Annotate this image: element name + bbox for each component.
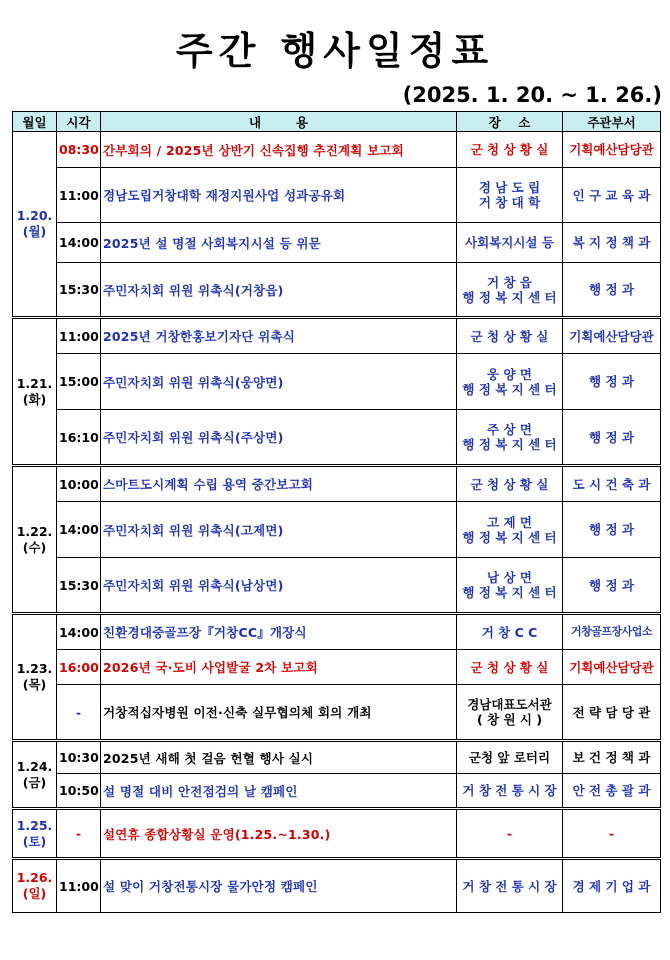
- dept-cell: 기획예산담당관: [563, 132, 661, 168]
- header-dept: 주관부서: [563, 112, 661, 132]
- table-row: [13, 774, 661, 809]
- content-cell: 간부회의 / 2025년 상반기 신속집행 추진계획 보고회: [101, 132, 457, 168]
- table-row: [13, 354, 661, 410]
- place-cell: 군청 앞 로터리: [457, 741, 563, 774]
- content-cell: 2025년 설 명절 사회복지시설 등 위문: [101, 223, 457, 263]
- table-row: [13, 466, 661, 502]
- place-cell: 고 제 면 행 정 복 지 센 터: [457, 502, 563, 558]
- content-cell: 설연휴 종합상황실 운영(1.25.~1.30.): [101, 809, 457, 859]
- place-cell: 경 남 도 립 거 창 대 학: [457, 168, 563, 223]
- place-cell: 군 청 상 황 실: [457, 132, 563, 168]
- table-row: [13, 614, 661, 650]
- date-cell: 1.22. (수): [13, 466, 57, 614]
- time-cell: 10:30: [57, 741, 101, 774]
- period-label: (2025. 1. 20. ~ 1. 26.): [402, 83, 662, 107]
- place-cell: -: [457, 809, 563, 859]
- dept-cell: 기획예산담당관: [563, 318, 661, 354]
- time-cell: 14:00: [57, 502, 101, 558]
- place-cell: 군 청 상 황 실: [457, 318, 563, 354]
- time-cell: 14:00: [57, 223, 101, 263]
- content-cell: 스마트도시계획 수립 용역 중간보고회: [101, 466, 457, 502]
- header-content: 내 용: [101, 112, 457, 132]
- place-cell: 주 상 면 행 정 복 지 센 터: [457, 410, 563, 466]
- dept-cell: -: [563, 809, 661, 859]
- date-cell: 1.25. (토): [13, 809, 57, 859]
- content-cell: 2025년 거창한홍보기자단 위촉식: [101, 318, 457, 354]
- dept-cell: 경 제 기 업 과: [563, 859, 661, 913]
- time-cell: 10:50: [57, 774, 101, 809]
- header-place: 장 소: [457, 112, 563, 132]
- table-row: [13, 809, 661, 859]
- table-row: [13, 502, 661, 558]
- table-row: [13, 223, 661, 263]
- table-row: [13, 741, 661, 774]
- place-cell: 사회복지시설 등: [457, 223, 563, 263]
- content-cell: 주민자치회 위원 위촉식(거창읍): [101, 263, 457, 318]
- content-cell: 주민자치회 위원 위촉식(주상면): [101, 410, 457, 466]
- table-row: [13, 132, 661, 168]
- time-cell: 15:30: [57, 558, 101, 614]
- table-row: [13, 318, 661, 354]
- content-cell: 경남도립거창대학 재정지원사업 성과공유회: [101, 168, 457, 223]
- content-cell: 주민자치회 위원 위촉식(남상면): [101, 558, 457, 614]
- time-cell: 16:00: [57, 650, 101, 685]
- date-cell: 1.20. (월): [13, 132, 57, 318]
- place-cell: 거 창 전 통 시 장: [457, 859, 563, 913]
- place-cell: 경남대표도서관 ( 창 원 시 ): [457, 685, 563, 741]
- dept-cell: 거창골프장사업소: [563, 614, 661, 650]
- time-cell: 11:00: [57, 318, 101, 354]
- place-cell: 군 청 상 황 실: [457, 650, 563, 685]
- place-cell: 거 창 전 통 시 장: [457, 774, 563, 809]
- date-cell: 1.24. (금): [13, 741, 57, 809]
- content-cell: 주민자치회 위원 위촉식(웅양면): [101, 354, 457, 410]
- time-cell: 08:30: [57, 132, 101, 168]
- table-row: [13, 263, 661, 318]
- content-cell: 친환경대중골프장『거창CC』개장식: [101, 614, 457, 650]
- date-cell: 1.26. (일): [13, 859, 57, 913]
- content-cell: 주민자치회 위원 위촉식(고제면): [101, 502, 457, 558]
- dept-cell: 행 정 과: [563, 410, 661, 466]
- time-cell: -: [57, 685, 101, 741]
- table-row: [13, 410, 661, 466]
- time-cell: 14:00: [57, 614, 101, 650]
- date-cell: 1.23. (목): [13, 614, 57, 741]
- header-date: 월일: [13, 112, 57, 132]
- time-cell: 15:30: [57, 263, 101, 318]
- place-cell: 웅 양 면 행 정 복 지 센 터: [457, 354, 563, 410]
- dept-cell: 보 건 정 책 과: [563, 741, 661, 774]
- table-row: [13, 558, 661, 614]
- dept-cell: 인 구 교 육 과: [563, 168, 661, 223]
- place-cell: 거 창 C C: [457, 614, 563, 650]
- table-row: [13, 685, 661, 741]
- schedule-table: [12, 111, 661, 913]
- dept-cell: 행 정 과: [563, 263, 661, 318]
- date-cell: 1.21. (화): [13, 318, 57, 466]
- time-cell: 11:00: [57, 859, 101, 913]
- dept-cell: 복 지 정 책 과: [563, 223, 661, 263]
- dept-cell: 행 정 과: [563, 502, 661, 558]
- content-cell: 2026년 국·도비 사업발굴 2차 보고회: [101, 650, 457, 685]
- content-cell: 설 명절 대비 안전점검의 날 캠페인: [101, 774, 457, 809]
- dept-cell: 행 정 과: [563, 558, 661, 614]
- dept-cell: 전 략 담 당 관: [563, 685, 661, 741]
- time-cell: -: [57, 809, 101, 859]
- dept-cell: 안 전 총 괄 과: [563, 774, 661, 809]
- time-cell: 16:10: [57, 410, 101, 466]
- table-row: [13, 650, 661, 685]
- content-cell: 거창적십자병원 이전·신축 실무협의체 회의 개최: [101, 685, 457, 741]
- page-title: 주간 행사일정표: [175, 29, 495, 73]
- place-cell: 군 청 상 황 실: [457, 466, 563, 502]
- content-cell: 2025년 새해 첫 걸음 헌혈 행사 실시: [101, 741, 457, 774]
- time-cell: 10:00: [57, 466, 101, 502]
- dept-cell: 행 정 과: [563, 354, 661, 410]
- time-cell: 11:00: [57, 168, 101, 223]
- place-cell: 거 창 읍 행 정 복 지 센 터: [457, 263, 563, 318]
- table-row: [13, 168, 661, 223]
- place-cell: 남 상 면 행 정 복 지 센 터: [457, 558, 563, 614]
- header-row: [13, 112, 661, 132]
- dept-cell: 도 시 건 축 과: [563, 466, 661, 502]
- time-cell: 15:00: [57, 354, 101, 410]
- dept-cell: 기획예산담당관: [563, 650, 661, 685]
- content-cell: 설 맞이 거창전통시장 물가안정 캠페인: [101, 859, 457, 913]
- header-time: 시각: [57, 112, 101, 132]
- table-row: [13, 859, 661, 913]
